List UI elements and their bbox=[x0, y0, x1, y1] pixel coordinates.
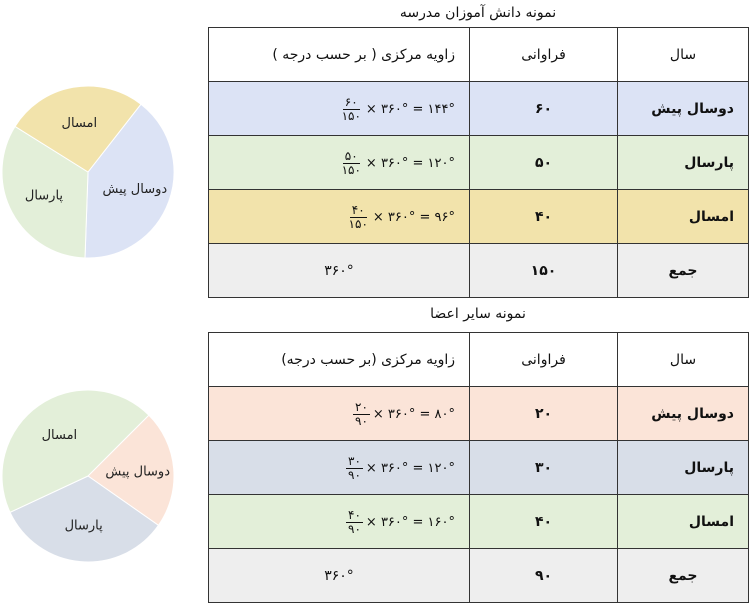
total-angle: ۳۶۰° bbox=[209, 244, 470, 298]
table-row bbox=[209, 82, 749, 136]
angle-calculation: × ۳۶۰° = ۱۲۰° bbox=[365, 156, 455, 171]
angle-calculation: × ۳۶۰° = ۱۴۴° bbox=[365, 102, 455, 117]
header-frequency: فراوانی bbox=[470, 28, 618, 82]
angle-cell bbox=[209, 495, 470, 549]
fraction bbox=[353, 401, 370, 428]
year-cell: پارسال bbox=[618, 441, 749, 495]
top-title: نمونه دانش آموزان مدرسه bbox=[399, 5, 557, 21]
frequency-cell: ۶۰ bbox=[470, 82, 618, 136]
fraction-denominator: ۱۵۰ bbox=[348, 217, 368, 231]
table-header-row bbox=[209, 28, 749, 82]
top-pie-chart bbox=[0, 86, 180, 261]
frequency-cell: ۲۰ bbox=[470, 387, 618, 441]
pie-label-2: امسال bbox=[61, 115, 98, 131]
top-frequency-table bbox=[208, 27, 749, 298]
fraction bbox=[340, 96, 363, 123]
frequency-cell: ۴۰ bbox=[470, 495, 618, 549]
table-row bbox=[209, 387, 749, 441]
total-label: جمع bbox=[618, 549, 749, 603]
fraction-numerator: ۳۰ bbox=[348, 454, 361, 468]
fraction-numerator: ۶۰ bbox=[344, 95, 358, 109]
pie-label-2: امسال bbox=[41, 428, 78, 444]
pie-label-0: دوسال پیش bbox=[105, 464, 171, 480]
bottom-pie-chart bbox=[0, 390, 180, 565]
year-cell: دوسال پیش bbox=[618, 82, 749, 136]
table-row bbox=[209, 136, 749, 190]
pie-label-1: پارسال bbox=[24, 188, 64, 204]
header-frequency: فراوانی bbox=[470, 333, 618, 387]
angle-cell bbox=[209, 190, 470, 244]
total-label: جمع bbox=[618, 244, 749, 298]
header-year: سال bbox=[618, 333, 749, 387]
frequency-cell: ۴۰ bbox=[470, 190, 618, 244]
bottom-title: نمونه سایر اعضا bbox=[430, 306, 526, 322]
fraction bbox=[347, 204, 370, 231]
fraction-numerator: ۲۰ bbox=[355, 400, 368, 414]
table-row bbox=[209, 495, 749, 549]
fraction-numerator: ۴۰ bbox=[351, 203, 365, 217]
fraction-numerator: ۴۰ bbox=[348, 508, 361, 522]
angle-cell bbox=[209, 82, 470, 136]
header-year: سال bbox=[618, 28, 749, 82]
angle-calculation: × ۳۶۰° = ۸۰° bbox=[372, 407, 455, 422]
header-central-angle: زاویه مرکزی ( بر حسب درجه ) bbox=[209, 28, 470, 82]
fraction bbox=[346, 509, 363, 536]
angle-calculation: × ۳۶۰° = ۱۶۰° bbox=[365, 515, 455, 530]
fraction-denominator: ۱۵۰ bbox=[341, 109, 361, 123]
year-cell: امسال bbox=[618, 495, 749, 549]
table-total-row bbox=[209, 549, 749, 603]
pie-label-0: دوسال پیش bbox=[102, 182, 168, 198]
fraction-denominator: ۹۰ bbox=[348, 522, 361, 536]
angle-cell bbox=[209, 136, 470, 190]
fraction-denominator: ۹۰ bbox=[348, 468, 361, 482]
year-cell: پارسال bbox=[618, 136, 749, 190]
angle-cell bbox=[209, 441, 470, 495]
fraction-numerator: ۵۰ bbox=[344, 149, 358, 163]
header-central-angle: زاویه مرکزی (بر حسب درجه) bbox=[209, 333, 470, 387]
bottom-frequency-table bbox=[208, 332, 749, 603]
table-total-row bbox=[209, 244, 749, 298]
table-row bbox=[209, 190, 749, 244]
fraction bbox=[346, 455, 363, 482]
year-cell: دوسال پیش bbox=[618, 387, 749, 441]
fraction-denominator: ۱۵۰ bbox=[341, 163, 361, 177]
frequency-cell: ۵۰ bbox=[470, 136, 618, 190]
year-cell: امسال bbox=[618, 190, 749, 244]
table-header-row bbox=[209, 333, 749, 387]
table-row bbox=[209, 441, 749, 495]
angle-calculation: × ۳۶۰° = ۱۲۰° bbox=[365, 461, 455, 476]
fraction-denominator: ۹۰ bbox=[355, 414, 368, 428]
frequency-cell: ۳۰ bbox=[470, 441, 618, 495]
total-angle: ۳۶۰° bbox=[209, 549, 470, 603]
total-frequency: ۹۰ bbox=[470, 549, 618, 603]
angle-calculation: × ۳۶۰° = ۹۶° bbox=[372, 210, 455, 225]
total-frequency: ۱۵۰ bbox=[470, 244, 618, 298]
pie-label-1: پارسال bbox=[64, 518, 103, 534]
angle-cell bbox=[209, 387, 470, 441]
fraction bbox=[340, 150, 363, 177]
